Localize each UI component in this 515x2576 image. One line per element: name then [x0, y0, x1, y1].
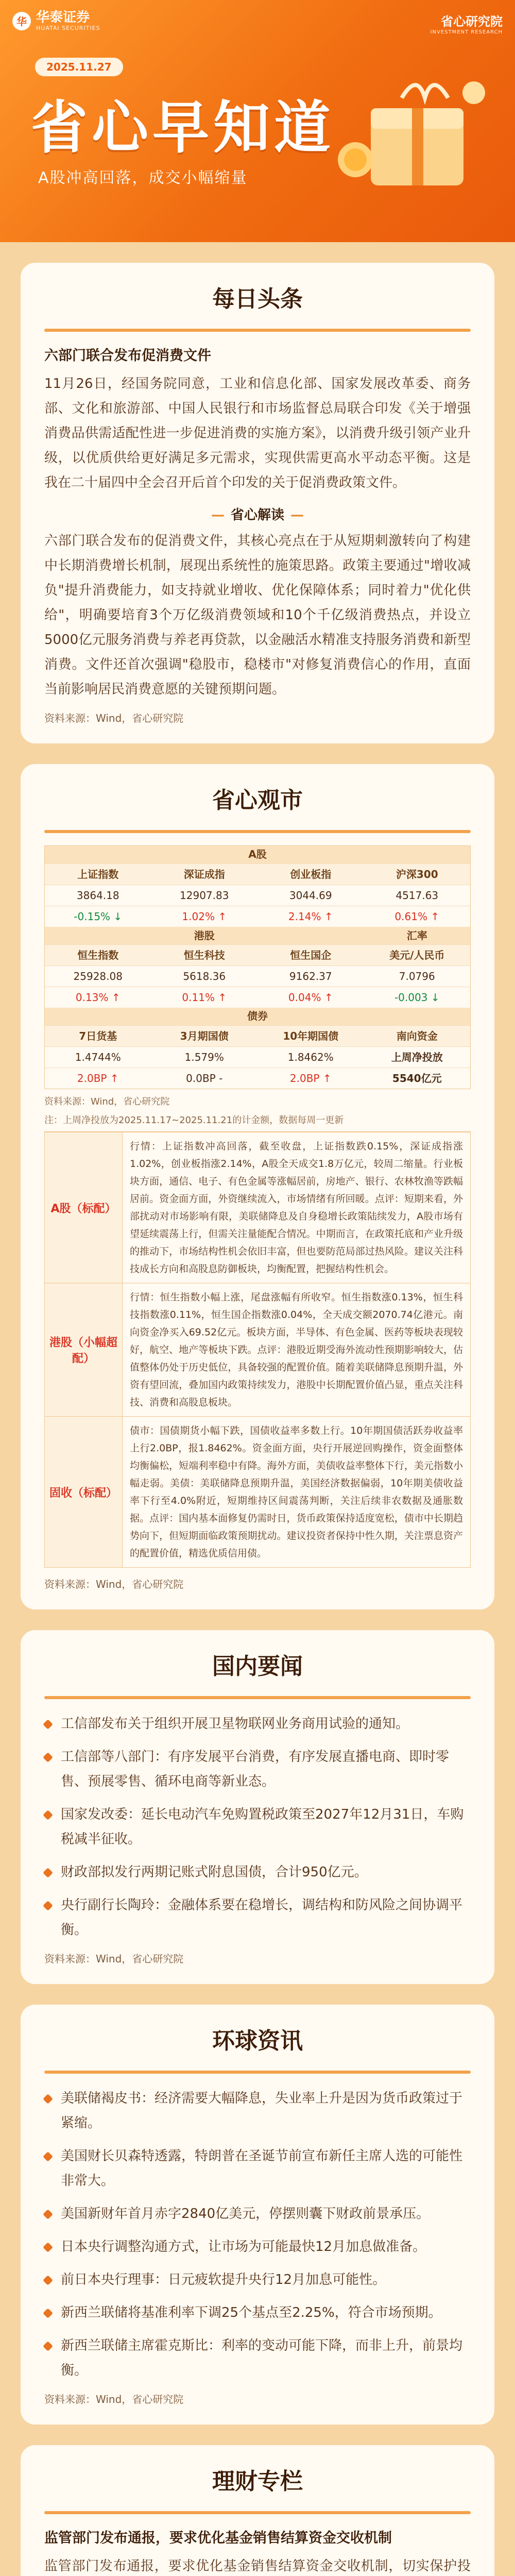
table-cell: -0.003: [394, 991, 428, 1004]
domestic-source: 资料来源：Wind，省心研究院: [44, 1953, 184, 1965]
table-cell: -0.15%: [74, 910, 111, 923]
table-cell: 深证成指: [183, 868, 225, 880]
divider: [44, 830, 471, 833]
bullet-icon: [43, 1810, 53, 1820]
analysis-text: 行情：上证指数冲高回落，截至收盘，上证指数跌0.15%，深证成指涨1.02%，创业板指涨2.14%，A股全天成交1.8万亿元，较周二缩量。行业板块方面，通信、电子、有色金属等涨幅居前，房地产、银行、农林牧渔等跌幅居前。资金面方面，外资继续流入，市场情绪有所回暖。点评：短期来看，外部扰动对市场影响有限，美联储降息及自身稳增长政策陆续发力，A股市场有望延续震荡上行，但需关注量能配合情况。中期而言，在政策托底和产业升级的推动下，市场结构性机会依旧丰富，但也要防范局部过热风险。建议关注科技成长方向和高股息防御板块，均衡配置，把握结构性机会。: [122, 1132, 470, 1283]
analysis-label: 固收（标配）: [45, 1416, 122, 1567]
global-source: 资料来源：Wind，省心研究院: [44, 2393, 184, 2405]
headlines-heading: 每日头条: [192, 278, 323, 315]
table-row: [45, 863, 470, 885]
table-cell: 美元/人民币: [389, 949, 445, 961]
bullet-icon: [43, 2242, 53, 2252]
table-cell: 5618.36: [183, 970, 226, 982]
table-cell: 0.04%: [288, 991, 321, 1004]
table-cell: 10年期国债: [283, 1030, 339, 1042]
list-item-text: 工信部等八部门：有序发展平台消费，有序发展直播电商、即时零售、预展零售、循环电商等新业态。: [61, 1749, 450, 1789]
brand-logo: [431, 11, 503, 35]
bond-label: 债券: [45, 1008, 470, 1024]
company-logo: [12, 10, 100, 31]
headlines-source: 资料来源：Wind，省心研究院: [44, 712, 184, 724]
domestic-news-card: [21, 1630, 494, 1984]
gift-box-illustration-icon: [324, 67, 494, 201]
list-item: [44, 2333, 471, 2383]
list-item: [44, 1860, 471, 1885]
analysis-label: A股（标配）: [45, 1132, 122, 1283]
list-item-text: 工信部发布关于组织开展卫星物联网业务商用试验的通知。: [61, 1716, 409, 1732]
arrow-up-icon: ↑: [218, 991, 227, 1004]
table-row: [45, 1046, 470, 1067]
list-item-text: 央行副行长陶玲：金融体系要在稳增长，调结构和防风险之间协调平衡。: [61, 1897, 463, 1938]
table-cell: 恒生指数: [77, 949, 119, 961]
list-item: [44, 2234, 471, 2259]
table-cell: 3044.69: [289, 889, 332, 902]
table-cell: 2.0BP: [289, 1072, 320, 1084]
arrow-up-icon: ↑: [110, 1072, 119, 1084]
table-row: [45, 1067, 470, 1089]
list-item: [44, 1802, 471, 1852]
list-item-text: 前日本央行理事：日元疲软提升央行12月加息可能性。: [61, 2272, 386, 2287]
divider: [44, 2071, 471, 2074]
page-subtitle: A股冲高回落，成交小幅缩量: [38, 169, 248, 187]
list-item-text: 国家发改委：延长电动汽车免购置税政策至2027年12月31日，车购税减半征收。: [61, 1807, 464, 1847]
bullet-icon: [43, 2275, 53, 2285]
global-heading: 环球资讯: [192, 2020, 323, 2057]
wealth-title: 监管部门发布通报，要求优化基金销售结算资金交收机制: [44, 2530, 392, 2546]
table-cell: 3月期国债: [180, 1030, 229, 1042]
wealth-heading: 理财专栏: [192, 2461, 323, 2498]
table-cell: 2.14%: [288, 910, 321, 923]
table-cell: 12907.83: [180, 889, 229, 902]
divider: [44, 2511, 471, 2514]
interpretation-body: 六部门联合发布的促消费文件，其核心亮点在于从短期刺激转向了构建中长期消费增长机制，展现出系统性的施策思路。政策主要通过"增收减负"提升消费能力，如支持就业增收、优化保障体系；同时着力"优化供给"，明确要培育3个万亿级消费领域和10个千亿级消费热点，并设立5000亿元服务消费与养老再贷款，以金融活水精准支持服务消费和新型消费。文件还首次强调"稳股市，稳楼市"对修复消费信心的作用，直面当前影响居民消费意愿的关键预期问题。: [44, 533, 471, 697]
headline-news-title: 六部门联合发布促消费文件: [44, 348, 211, 364]
market-table: [44, 845, 471, 1089]
table-row: [45, 944, 470, 965]
analysis-text: 行情：恒生指数小幅上涨，尾盘涨幅有所收窄。恒生指数涨0.13%，恒生科技指数涨0.11%，恒生国企指数涨0.04%，全天成交额2070.74亿港元。南向资金净买入69.52亿元。板块方面，半导体、有色金属、医药等板块表现较好，航空、地产等板块下跌。点评：港股近期受海外流动性预期影响较大，估值整体仍处于历史低位，具备较强的配置价值。随着美联储降息预期升温，外资有望回流，叠加国内政策持续发力，港股中长期配置价值凸显，重点关注科技、消费和高股息板块。: [122, 1283, 470, 1416]
table-cell: 1.579%: [184, 1051, 224, 1063]
bullet-icon: [43, 2308, 53, 2318]
fx-label: 汇率: [406, 929, 427, 942]
table-cell: 0.13%: [75, 991, 109, 1004]
bullet-icon: [43, 1868, 53, 1878]
bullet-icon: [43, 2209, 53, 2219]
list-item: [44, 1744, 471, 1794]
list-item: [44, 2267, 471, 2292]
header-banner: [0, 0, 515, 242]
table-row: [45, 965, 470, 987]
wealth-body: 监管部门发布通报，要求优化基金销售结算资金交收机制，切实保护投: [44, 2558, 471, 2574]
table-cell: 9162.37: [289, 970, 332, 982]
issue-date: 2025.11.27: [35, 58, 123, 76]
table-cell: 南向资金: [396, 1030, 438, 1042]
list-item: [44, 1893, 471, 1942]
bullet-icon: [43, 1719, 53, 1730]
table-cell: 7.0796: [399, 970, 435, 982]
bullet-icon: [43, 2094, 53, 2104]
brand-main: 省心研究院: [441, 14, 503, 29]
list-item: [44, 1711, 471, 1736]
headline-news-body: 11月26日，经国务院同意，工业和信息化部、国家发展改革委、商务部、文化和旅游部、中国人民银行和市场监督总局联合印发《关于增强消费品供需适配性进一步促进消费的实施方案》，以消费升级引领产业升级，以优质供给更好满足多元需求，实现供需更高水平动态平衡。这是我在二十届四中全会召开后首个印发的关于促消费政策文件。: [44, 376, 471, 490]
arrow-up-icon: ↑: [111, 991, 121, 1004]
analysis-label: 港股（小幅超配）: [45, 1283, 122, 1416]
market-source: 资料来源：Wind，省心研究院: [44, 1578, 184, 1590]
table-cell: 3864.18: [76, 889, 119, 902]
table-cell: 0.0BP: [186, 1072, 216, 1084]
list-item-text: 新西兰联储主席霍克斯比：利率的变动可能下降，而非上升，前景均衡。: [61, 2338, 463, 2378]
market-card: [21, 764, 494, 1609]
table-cell: 1.8462%: [287, 1051, 334, 1063]
arrow-down-icon: ↓: [113, 910, 123, 923]
logo-main: 华泰证券: [36, 10, 90, 25]
divider: [44, 1696, 471, 1699]
market-note-source: 资料来源：Wind，省心研究院: [44, 1096, 170, 1107]
analysis-table: [44, 1131, 471, 1568]
brand-sub: INVESTMENT RESEARCH: [430, 29, 503, 35]
list-item-text: 财政部拟发行两期记账式附息国债，合计950亿元。: [61, 1865, 368, 1880]
table-cell: 1.4744%: [75, 1051, 121, 1063]
market-note-update: 注：上周净投放为2025.11.17~2025.11.21的计金额，数据每周一更新: [44, 1115, 344, 1126]
table-cell: 1.02%: [182, 910, 215, 923]
table-cell: 上周净投放: [391, 1051, 443, 1063]
list-item: [44, 2201, 471, 2226]
arrow-up-icon: ↑: [324, 910, 333, 923]
bullet-icon: [43, 1752, 53, 1762]
domestic-heading: 国内要闻: [192, 1646, 323, 1683]
list-item-text: 日本央行调整沟通方式，让市场为可能最快12月加息做准备。: [61, 2239, 426, 2255]
table-row: [45, 885, 470, 906]
list-item: [44, 2144, 471, 2193]
table-cell: 恒生国企: [290, 949, 332, 961]
table-cell: 4517.63: [396, 889, 439, 902]
divider: [44, 329, 471, 332]
page-title: 省心早知道: [31, 94, 335, 161]
headlines-card: [21, 263, 494, 743]
table-row: [45, 906, 470, 927]
list-item-text: 美联储褐皮书：经济需要大幅降息，失业率上升是因为货币政策过于紧缩。: [61, 2091, 463, 2131]
table-cell: 上证指数: [77, 868, 119, 880]
table-cell: 恒生科技: [183, 949, 225, 961]
a-share-label: A股: [45, 846, 470, 862]
bullet-icon: [43, 2151, 53, 2162]
company-logo-icon: 华: [12, 12, 31, 30]
table-cell: 5540亿元: [392, 1072, 442, 1084]
table-cell: 沪深300: [396, 868, 438, 880]
dash-icon: -: [219, 1072, 223, 1084]
arrow-down-icon: ↓: [431, 991, 440, 1004]
list-item-text: 新西兰联储将基准利率下调25个基点至2.25%，符合市场预期。: [61, 2305, 442, 2320]
table-row: [45, 987, 470, 1008]
bullet-icon: [43, 1901, 53, 1911]
arrow-up-icon: ↑: [324, 991, 333, 1004]
table-cell: 0.61%: [394, 910, 427, 923]
hk-label: 港股: [194, 929, 215, 942]
table-cell: 25928.08: [73, 970, 123, 982]
arrow-up-icon: ↑: [322, 1072, 332, 1084]
arrow-up-icon: ↑: [431, 910, 440, 923]
table-cell: 2.0BP: [77, 1072, 107, 1084]
analysis-text: 债市：国债期货小幅下跌，国债收益率多数上行。10年期国债活跃券收益率上行2.0BP，报1.8462%。资金面方面，央行开展逆回购操作，资金面整体均衡偏松，短端利率稳中有降。海外方面，美债收益率整体下行，美元指数小幅走弱。美债：美联储降息预期升温，美国经济数据偏弱，10年期美债收益率下行至4.0%附近，短期维持区间震荡判断，关注后续非农数据及通胀数据。点评：国内基本面修复仍需时日，货币政策保持适度宽松，债市中长期趋势向下，但短期面临政策预期扰动。建议投资者保持中性久期，关注票息资产的配置价值，精选优质信用债。: [122, 1416, 470, 1567]
logo-sub: HUATAI SECURITIES: [36, 25, 100, 31]
list-item-text: 美国财长贝森特透露，特朗普在圣诞节前宣布新任主席人选的可能性非常大。: [61, 2148, 463, 2189]
list-item: [44, 2086, 471, 2136]
table-cell: 0.11%: [182, 991, 215, 1004]
list-item-text: 美国新财年首月赤字2840亿美元，停摆则囊下财政前景承压。: [61, 2206, 430, 2222]
arrow-up-icon: ↑: [218, 910, 227, 923]
market-heading: 省心观市: [192, 779, 323, 817]
list-item: [44, 2300, 471, 2325]
table-cell: 7日货基: [79, 1030, 117, 1042]
table-cell: 创业板指: [290, 868, 332, 880]
interpretation-heading: — 省心解读 —: [44, 504, 471, 523]
table-row: [45, 1025, 470, 1046]
wealth-card: [21, 2445, 494, 2576]
global-news-card: [21, 2005, 494, 2425]
bullet-icon: [43, 2341, 53, 2351]
